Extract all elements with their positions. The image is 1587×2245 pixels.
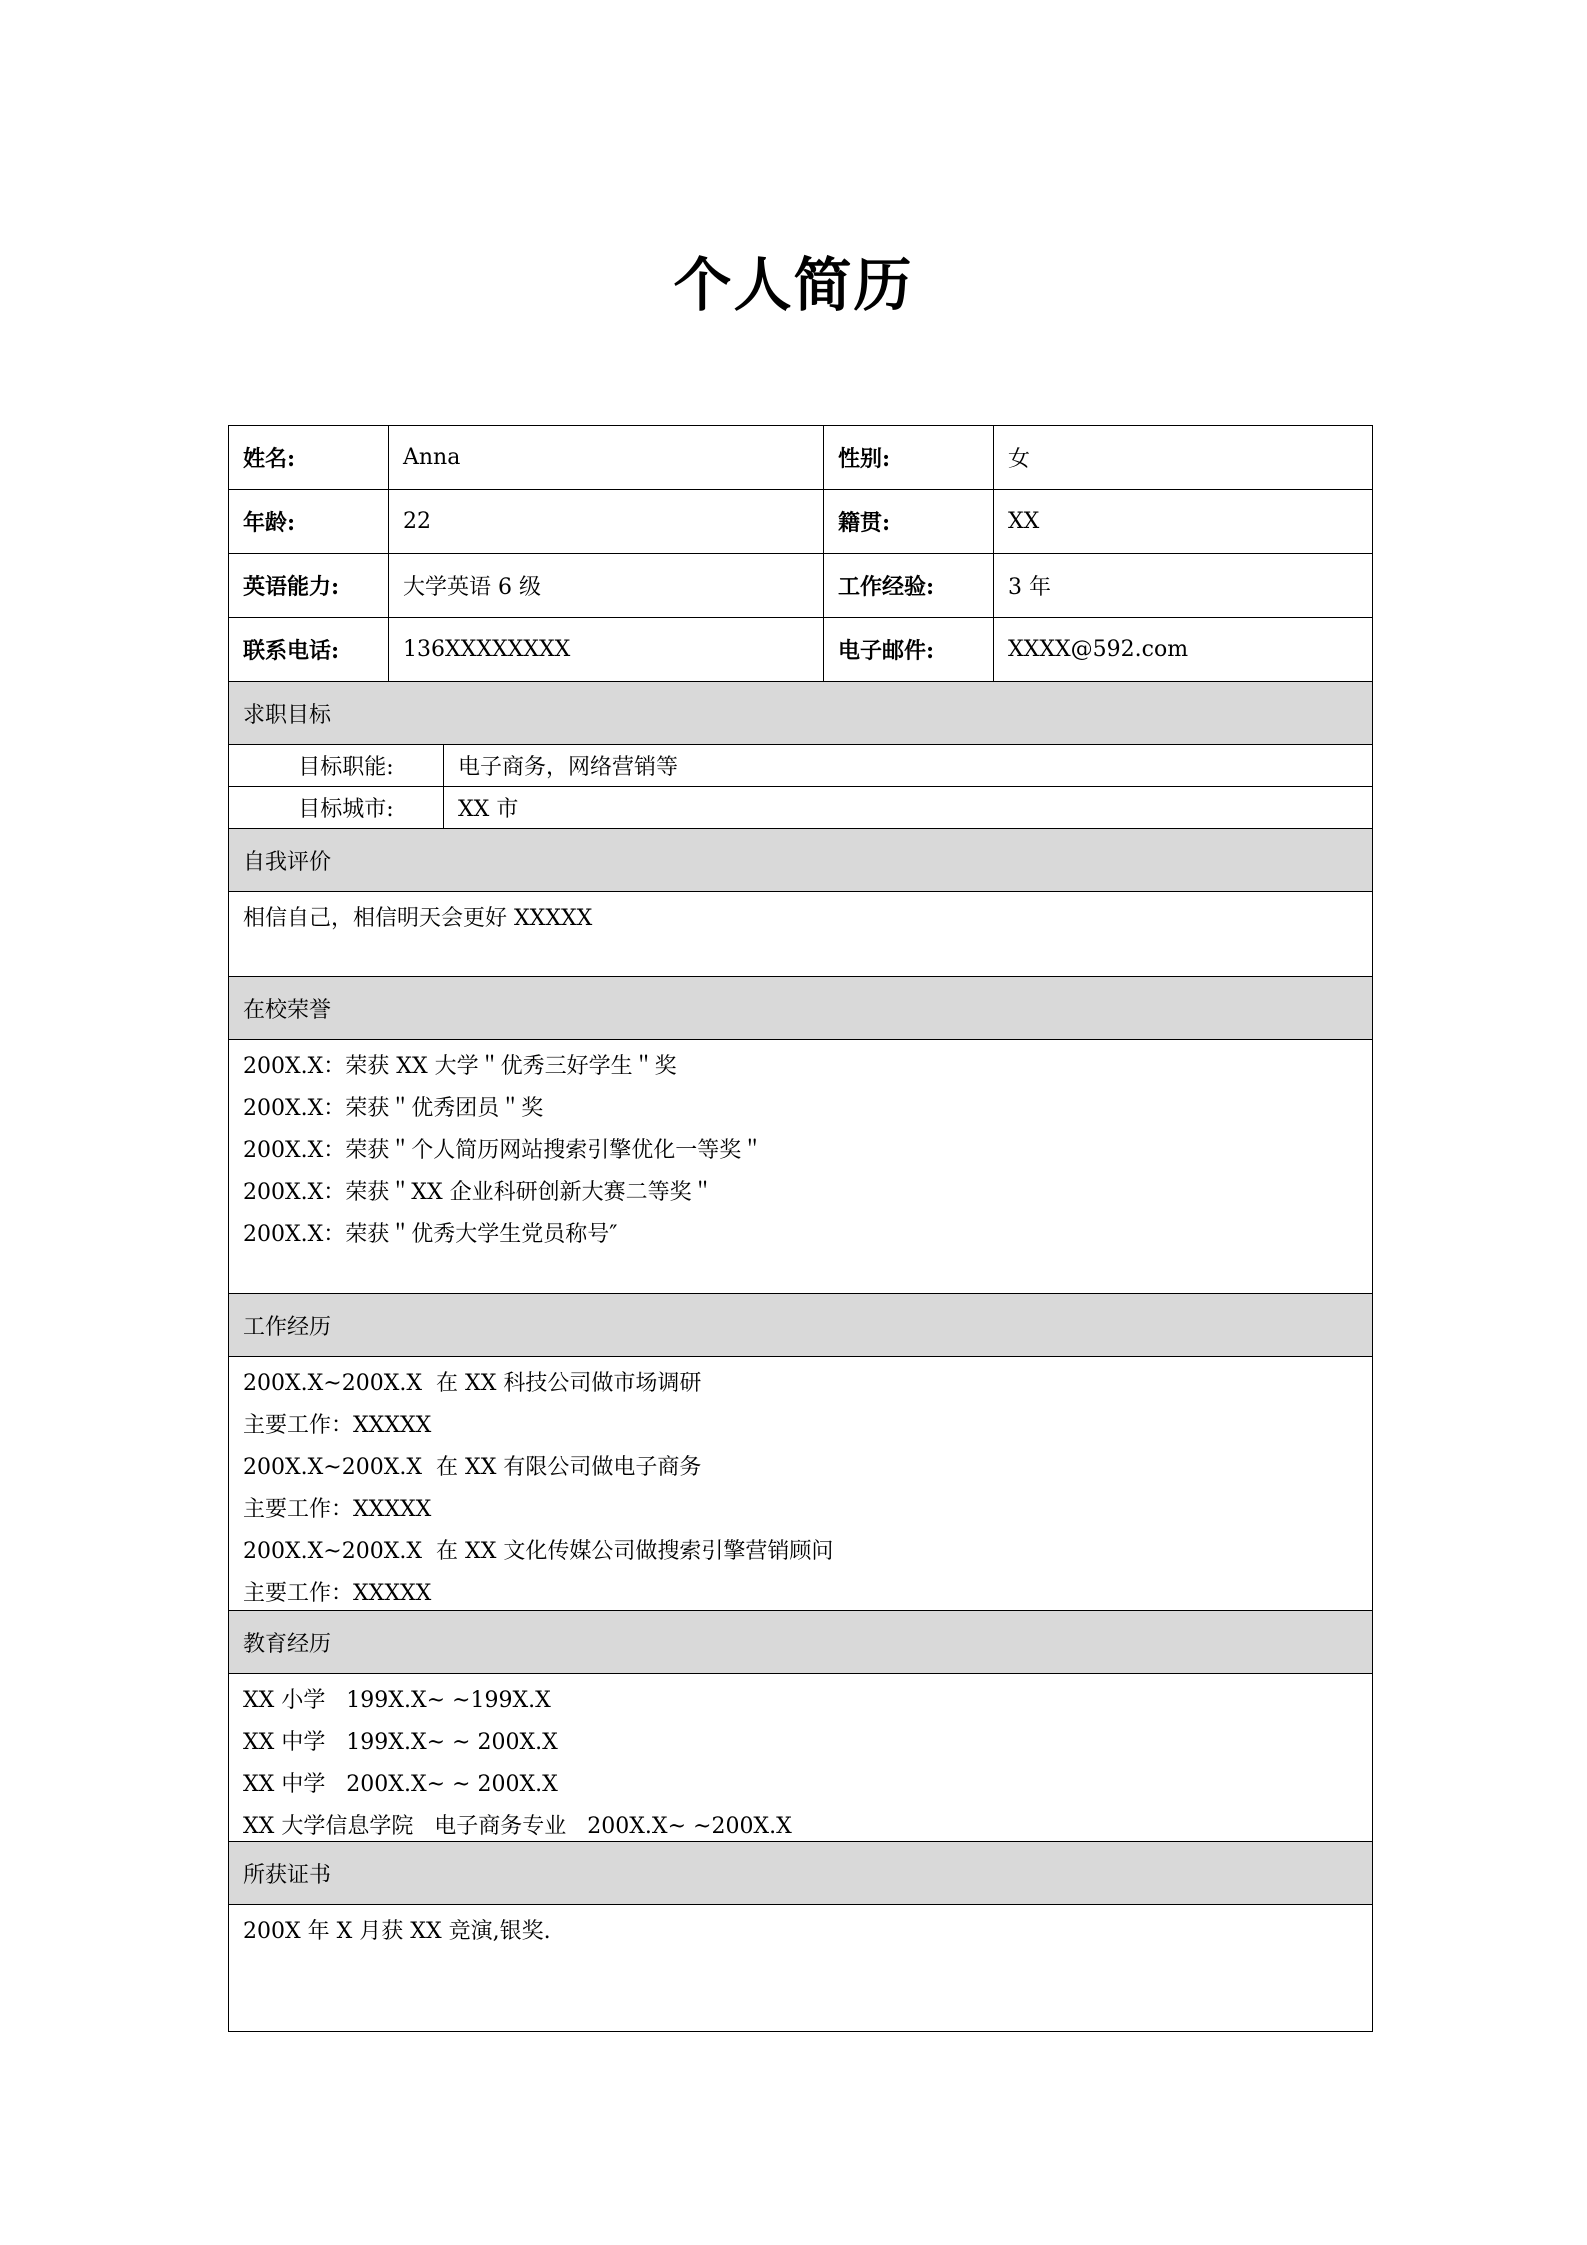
list-item: 200X.X：荣获＂优秀团员＂奖 xyxy=(243,1096,544,1121)
experience-label: 工作经验: xyxy=(824,554,994,617)
gender-value: 女 xyxy=(1008,447,1031,472)
resume-table xyxy=(228,425,1373,2032)
goal-city-label: 目标城市: xyxy=(229,787,444,828)
hometown-value: XX xyxy=(1008,509,1040,534)
list-item: 200X.X~200X.X 在 XX 科技公司做市场调研 xyxy=(243,1371,702,1396)
list-item: XX 大学信息学院 电子商务专业 200X.X~ ~200X.X xyxy=(243,1814,792,1839)
list-item: 主要工作：XXXXX xyxy=(243,1413,432,1438)
section-heading-self-eval: 自我评价 xyxy=(229,829,1372,892)
email-value: XXXX@592.com xyxy=(1008,637,1189,662)
list-item: XX 小学 199X.X~ ~199X.X xyxy=(243,1688,551,1713)
education-block xyxy=(229,1674,1372,1842)
section-heading-job-goal: 求职目标 xyxy=(229,682,1372,745)
honors-block xyxy=(229,1040,1372,1294)
self-eval-block xyxy=(229,892,1372,977)
email-label: 电子邮件: xyxy=(824,618,994,681)
hometown-label: 籍贯: xyxy=(824,490,994,553)
section-heading-certificates: 所获证书 xyxy=(229,1842,1372,1905)
work-block xyxy=(229,1357,1372,1611)
list-item: XX 中学 200X.X~ ~ 200X.X xyxy=(243,1772,558,1797)
phone-label: 联系电话: xyxy=(229,618,389,681)
name-label: 姓名: xyxy=(229,426,389,489)
goal-function-label: 目标职能: xyxy=(229,745,444,786)
goal-city-value: XX 市 xyxy=(458,797,519,822)
english-label: 英语能力: xyxy=(229,554,389,617)
list-item: 200X.X~200X.X 在 XX 文化传媒公司做搜索引擎营销顾问 xyxy=(243,1539,834,1564)
list-item: 200X.X：荣获 XX 大学＂优秀三好学生＂奖 xyxy=(243,1054,677,1079)
english-value: 大学英语 6 级 xyxy=(389,554,824,617)
goal-row-function xyxy=(229,745,1372,787)
page-title: 个人简历 xyxy=(673,251,914,319)
info-row-name xyxy=(229,426,1372,490)
section-heading-education: 教育经历 xyxy=(229,1611,1372,1674)
list-item: 主要工作：XXXXX xyxy=(243,1497,432,1522)
experience-value: 3 年 xyxy=(1008,575,1051,600)
list-item: 200X.X~200X.X 在 XX 有限公司做电子商务 xyxy=(243,1455,702,1480)
certificates-block xyxy=(229,1905,1372,2031)
list-item: 200X.X：荣获＂个人简历网站搜索引擎优化一等奖＂ xyxy=(243,1138,764,1163)
section-heading-work: 工作经历 xyxy=(229,1294,1372,1357)
list-item: 200X 年 X 月获 XX 竞演,银奖. xyxy=(243,1919,551,1944)
age-value: 22 xyxy=(389,490,824,553)
list-item: XX 中学 199X.X~ ~ 200X.X xyxy=(243,1730,558,1755)
info-row-english xyxy=(229,554,1372,618)
goal-function-value: 电子商务，网络营销等 xyxy=(458,755,679,780)
name-value: Anna xyxy=(389,426,824,489)
list-item: 200X.X：荣获＂优秀大学生党员称号″ xyxy=(243,1222,618,1247)
list-item: 200X.X：荣获＂XX 企业科研创新大赛二等奖＂ xyxy=(243,1180,714,1205)
info-row-contact xyxy=(229,618,1372,682)
list-item: 相信自己，相信明天会更好 XXXXX xyxy=(243,906,593,931)
phone-value: 136XXXXXXXX xyxy=(389,618,824,681)
info-row-age xyxy=(229,490,1372,554)
section-heading-honors: 在校荣誉 xyxy=(229,977,1372,1040)
age-label: 年龄: xyxy=(229,490,389,553)
goal-row-city xyxy=(229,787,1372,829)
list-item: 主要工作：XXXXX xyxy=(243,1581,432,1606)
gender-label: 性别: xyxy=(824,426,994,489)
